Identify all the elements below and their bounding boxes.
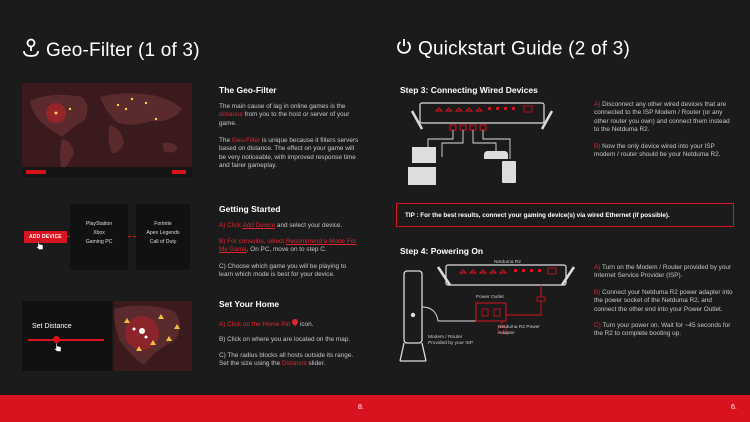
geo-filter-map-screenshot <box>22 83 192 177</box>
set-distance-label: Set Distance <box>32 323 72 330</box>
joystick-icon <box>22 38 40 64</box>
getting-started-step-c: C) Choose which game you will be playing to learn which mode is best for your device. <box>219 263 347 279</box>
step4-diagram <box>398 257 580 365</box>
right-title: Quickstart Guide (2 of 3) <box>396 38 630 61</box>
add-device-graphic <box>22 200 192 272</box>
set-home-step-c: C) The radius blocks all hosts outside its range. Set the size using the Distance slider. <box>219 352 354 368</box>
geo-filter-heading: The Geo-Filter <box>219 85 277 95</box>
step4-text-b: B) Connect your Netduma R2 power adapter into the power socket of the Netduma R2, and connect the other end into your Power Outlet. <box>594 289 733 313</box>
geo-filter-para-2: The Geo-Filter is unique because it filters servers based on distance. The effect on your game will be very noticeable, with improved response time and fairer gameplay. <box>219 137 359 169</box>
game-call-of-duty[interactable]: Call of Duty <box>149 239 177 245</box>
set-home-step-a: A) Click on the Home Pin icon. <box>219 321 314 328</box>
getting-started-step-a: A) Click Add Device and select your device. <box>219 222 343 229</box>
step4-text-a: A) Turn on the Modem / Router provided by your Internet Service Provider (ISP). <box>594 264 732 280</box>
left-title: Geo-Filter (1 of 3) <box>22 38 200 64</box>
power-icon <box>396 38 412 61</box>
connector-dots-1 <box>62 236 70 237</box>
distance-slider-track[interactable] <box>28 339 104 341</box>
set-distance-graphic <box>22 301 197 371</box>
getting-started-heading: Getting Started <box>219 204 281 214</box>
label-netduma-r2: Netduma R2 <box>494 260 521 265</box>
step4-text-c: C) Turn your power on. Wait for ~45 seconds for the R2 to complete booting up. <box>594 322 731 338</box>
add-device-button[interactable]: ADD DEVICE <box>24 231 67 243</box>
step3-diagram <box>402 99 582 189</box>
cursor-hand-icon <box>54 342 62 352</box>
geo-filter-para-1: The main cause of lag in online games is the distance from you to the host or server of your game. <box>219 103 350 127</box>
set-distance-panel <box>22 301 112 371</box>
getting-started-step-b: B) For consoles, select Recommend a Mode For My Game. On PC, move on to step C. <box>219 238 357 254</box>
label-modem-router: Modem / Router Provided by your ISP <box>428 335 474 346</box>
page-number-right: 6. <box>731 404 737 411</box>
device-gaming-pc[interactable]: Gaming PC <box>85 239 113 245</box>
device-playstation[interactable]: PlayStation <box>85 221 113 227</box>
device-xbox[interactable]: Xbox <box>93 230 105 236</box>
label-power-outlet: Power Outlet <box>476 295 504 300</box>
set-home-heading: Set Your Home <box>219 299 280 309</box>
step3-heading: Step 3: Connecting Wired Devices <box>400 85 538 95</box>
game-list-card <box>136 204 190 270</box>
step4-heading: Step 4: Powering On <box>400 246 484 256</box>
step3-text-b: B) Now the only device wired into your ISP modem / router should be your Netduma R2. <box>594 143 721 159</box>
tip-box: TIP : For the best results, connect your gaming device(s) via wired Ethernet (if possible). <box>396 203 734 227</box>
cursor-hand-icon <box>36 240 44 250</box>
footer-bar <box>0 395 750 422</box>
set-home-map[interactable] <box>114 301 192 371</box>
game-apex-legends[interactable]: Apex Legends <box>146 230 180 236</box>
label-power-adapter: Netduma R2 Power Adapter <box>498 325 540 336</box>
device-list-card <box>70 204 128 270</box>
page-number-left: 8. <box>358 404 364 411</box>
set-home-step-b: B) Click on where you are located on the map. <box>219 336 351 343</box>
step3-text-a: A) Disconnect any other wired devices that are connected to the ISP Modem / Router (or any other router you own) and connect them instead to the Netduma R2. <box>594 101 730 133</box>
game-fortnite[interactable]: Fortnite <box>154 221 172 227</box>
connector-dots-2 <box>128 236 136 237</box>
